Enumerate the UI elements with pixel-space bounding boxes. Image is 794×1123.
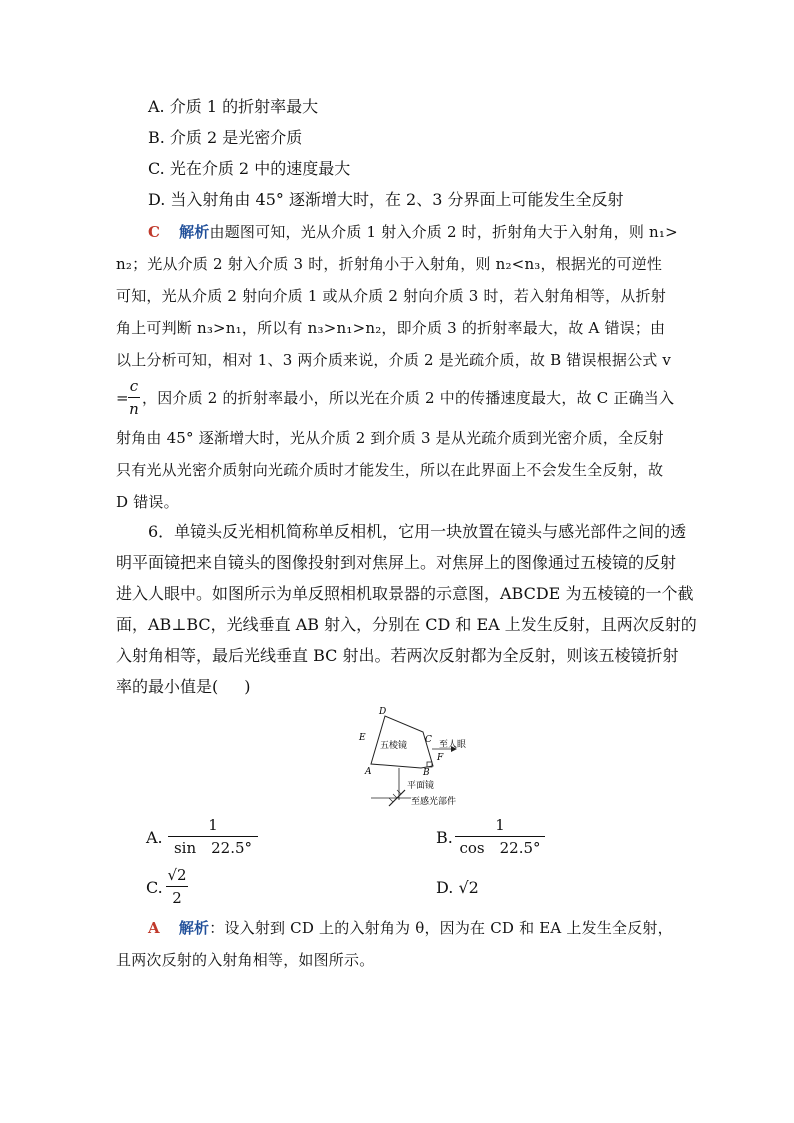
q6-stem-close: ) [244,677,251,696]
q6-option-c-fraction [166,866,188,907]
vertex-d-label: D [379,707,387,717]
q6-option-c-num: √2 [167,866,187,884]
q5-formula-bar [128,397,140,398]
to-eye-label: 至人眼 [439,740,467,750]
q5-option-c: C. 光在介质 2 中的速度最大 [148,159,351,178]
q6-option-a-den: sin 22.5° [173,839,253,857]
mirror-hatch-1 [389,798,393,802]
vertex-a-label: A [365,767,372,777]
q5-analysis-text-1: 由题图可知，光从介质 1 射入介质 2 时，折射角大于入射角，则 n₁> [209,223,678,241]
q6-option-c-den: 2 [172,889,182,907]
q6-option-a-fraction [168,816,258,857]
vertex-c-label: C [425,735,432,745]
q5-analysis-line-3: 可知，光从介质 2 射向介质 1 或从介质 2 射向介质 3 时，若入射角相等，从折射 [116,287,666,305]
q6-stem-last: 率的最小值是( [116,677,219,696]
q6-analysis-line-2: 且两次反射的入射角相等，如图所示。 [116,951,375,969]
q6-stem-line-1: 6．单镜头反光相机简称单反相机，它用一块放置在镜头与感光部件之间的透 [148,522,687,541]
q5-analysis-line-4: 角上可判断 n₃>n₁，所以有 n₃>n₁>n₂，即介质 3 的折射率最大，故 A 错误；由 [116,319,666,337]
q6-option-d-label: D. [436,878,454,897]
q5-analysis-line-8: 只有光从光密介质射向光疏介质时才能发生，所以在此界面上不会发生全反射，故 [116,461,664,479]
q6-option-b-num: 1 [495,816,505,834]
q6-analysis-label: 解析 [178,919,210,937]
q6-option-a-label: A. [146,828,163,847]
q6-stem-line-3: 进入人眼中。如图所示为单反照相机取景器的示意图，ABCDE 为五棱镜的一个截 [116,584,694,603]
q6-option-d [436,878,479,898]
pentaprism-figure [355,702,505,810]
q5-analysis-line-5: 以上分析可知，相对 1、3 两介质来说，介质 2 是光疏介质，故 B 错误根据公式 v [116,351,672,369]
q6-analysis-text-1: ：设入射到 CD 上的入射角为 θ，因为在 CD 和 EA 上发生全反射， [209,919,673,937]
q5-analysis-equals: = [116,389,129,407]
vertex-b-label: B [423,768,430,778]
q6-option-c-bar [166,886,188,887]
q6-stem-line-4: 面，AB⊥BC，光线垂直 AB 射入，分别在 CD 和 EA 上发生反射，且两次反射的 [116,615,697,634]
q5-formula-num: c [129,377,139,395]
q5-analysis-line-9: D 错误。 [116,493,179,511]
q6-analysis-line-1 [148,918,673,938]
vertex-e-label: E [359,733,366,743]
q5-option-a: A. 介质 1 的折射率最大 [148,97,319,116]
to-sensor-label: 至感光部件 [411,797,457,807]
q5-answer-letter: C [148,223,161,241]
q5-option-d: D. 当入射角由 45° 逐渐增大时，在 2、3 分界面上可能发生全反射 [148,190,624,209]
mirror-label: 平面镜 [407,781,435,791]
q6-option-a-bar [168,836,258,837]
q5-analysis-line-6: ，因介质 2 的折射率最小，所以光在介质 2 中的传播速度最大，故 C 正确当入 [142,389,675,407]
q6-answer-letter: A [148,919,160,937]
q5-analysis-label: 解析 [179,223,210,241]
q6-option-d-value: √2 [458,878,479,897]
q6-stem-line-6 [116,677,251,697]
q5-option-b: B. 介质 2 是光密介质 [148,128,303,147]
q5-formula-c-over-n [128,377,140,418]
q5-analysis-line-7: 射角由 45° 逐渐增大时，光从介质 2 到介质 3 是从光疏介质到光密介质，全反射 [116,429,664,447]
vertex-f-label: F [437,753,444,763]
mirror-hatch-2 [393,794,397,798]
q6-option-a-num: 1 [208,816,218,834]
q6-stem-line-2: 明平面镜把来自镜头的图像投射到对焦屏上。对焦屏上的图像通过五棱镜的反射 [116,553,677,572]
q6-option-c-label: C. [146,878,163,897]
q6-option-b-label: B. [436,828,453,847]
q6-option-b-fraction [455,816,545,857]
q6-option-b-den: cos 22.5° [459,839,541,857]
q5-analysis-line-2: n₂；光从介质 2 射入介质 3 时，折射角小于入射角，则 n₂<n₃，根据光的可逆性 [116,255,663,273]
q6-stem-line-5: 入射角相等，最后光线垂直 BC 射出。若两次反射都为全反射，则该五棱镜折射 [116,646,679,665]
q5-formula-den: n [129,400,139,418]
q5-analysis-line-1 [148,222,678,242]
prism-label: 五棱镜 [380,741,408,751]
q6-option-b-bar [455,836,545,837]
